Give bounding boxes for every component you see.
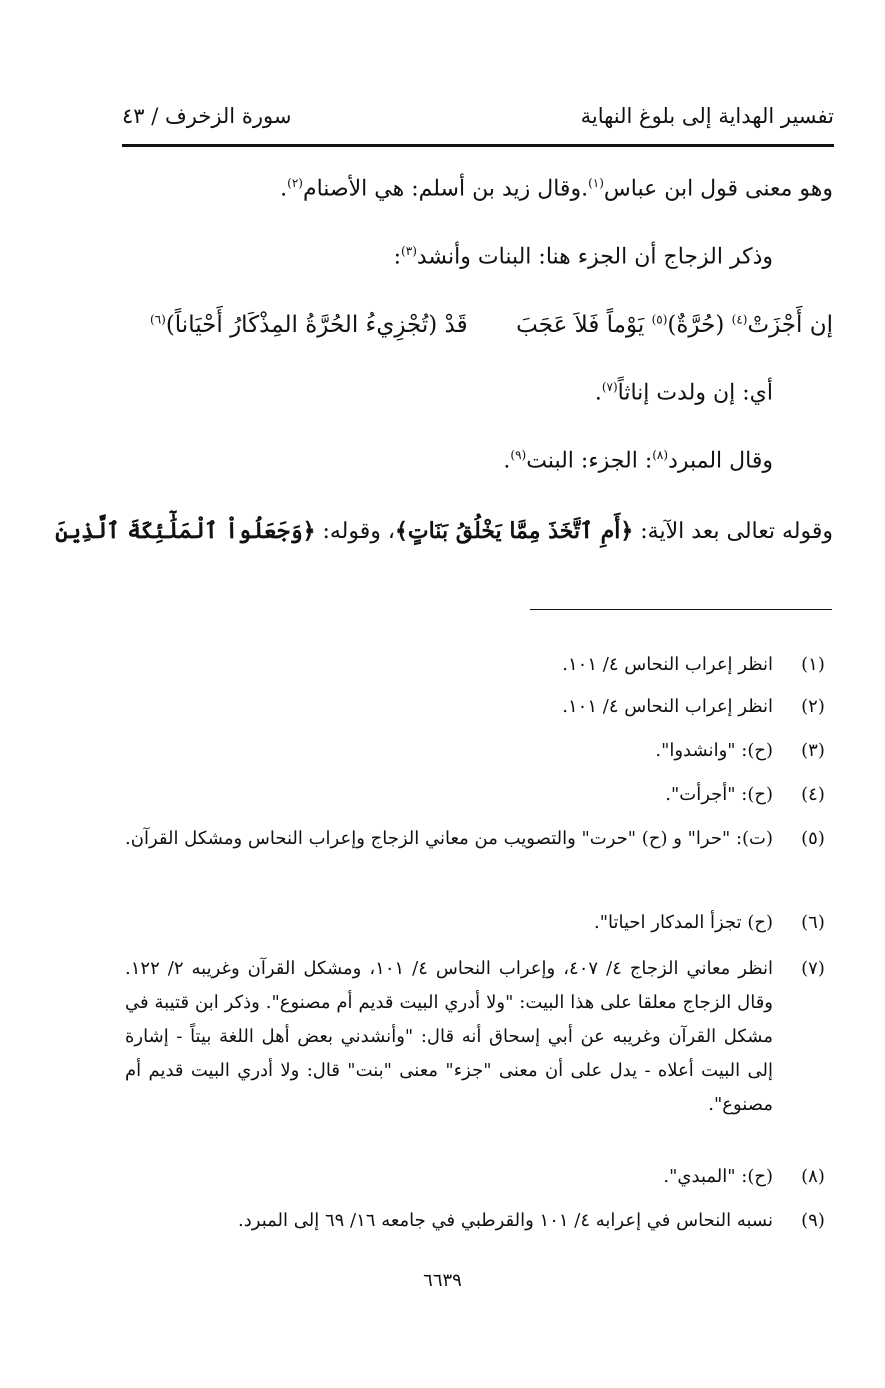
- text: وقال المبرد: [668, 448, 773, 474]
- footnote-ref: (٨): [652, 448, 669, 462]
- footnote-text: (ت): "حرا" و (ح) "حرت" والتصويب من معاني الزجاج وإعراب النحاس ومشكل القرآن.: [125, 828, 773, 849]
- footnote-ref: (١): [588, 176, 604, 190]
- footnote-ref: (٥): [651, 312, 668, 327]
- text: وهو معنى قول ابن عباس: [603, 176, 833, 202]
- footnote-number: (٨): [801, 1166, 825, 1187]
- paragraph-5: [55, 518, 833, 544]
- footnote-text: نسبه النحاس في إعرابه ٤/ ١٠١ والقرطبي في جامعه ١٦/ ٦٩ إلى المبرد.: [238, 1210, 773, 1231]
- footnote-ref: (٧): [601, 380, 618, 394]
- text: وذكر الزجاج أن الجزء هنا: البنات وأنشد: [416, 244, 773, 270]
- footnote-text: (ح): "أجرأت".: [665, 784, 773, 805]
- footnote: [125, 1160, 833, 1194]
- footnote-number: (٥): [801, 828, 825, 849]
- footnote-text: (ح) تجزأ المدكار احياتا".: [593, 912, 773, 933]
- quran-quote: ﴿وَجَعَلُواْ ٱلْمَلَٰٓئِكَةَ ٱلَّذِينَ: [55, 518, 316, 544]
- text: وقوله تعالى بعد الآية:: [633, 519, 833, 544]
- footnote-ref: (٩): [510, 448, 527, 462]
- book-title: تفسير الهداية إلى بلوغ النهاية: [580, 104, 834, 128]
- footnote-text: انظر معاني الزجاج ٤/ ٤٠٧، وإعراب النحاس ٤/ ١٠١، ومشكل القرآن وغريبه ٢/ ١٢٢. وقال الزجاج معلقا على هذا البيت: "ولا أدري البيت قديم أم مصنوع". وذكر ابن قتيبة في مشكل القرآن وغريبه عن أبي إسحاق أنه قال: "وأنشدني بعض أهل اللغة بيتاً - إشارة إلى البيت أعلاه - يدل على أن معنى "جزء" معنى "بنت" قال: ولا أدري البيت قديم أم مصنوع".: [125, 958, 773, 1115]
- text: أي: إن ولدت إناثاً: [617, 380, 773, 406]
- text: .: [503, 448, 511, 474]
- footnote-number: (٩): [801, 1210, 825, 1231]
- footnote-ref: (٣): [401, 244, 417, 258]
- paragraph-4: [503, 448, 773, 473]
- text: قَدْ (تُجْزِيءُ الحُرَّةُ المِذْكَارُ أَحْيَاناً): [165, 312, 468, 338]
- text: .وقال زيد بن أسلم: هي الأصنام: [302, 176, 589, 202]
- second-hemistich: [150, 312, 468, 338]
- surah-label: سورة الزخرف / ٤٣: [122, 104, 292, 128]
- footnote-separator: [530, 609, 832, 610]
- footnote-number: (٢): [801, 696, 825, 717]
- text: :: [393, 244, 402, 270]
- footnote: [125, 1204, 833, 1238]
- footnote-ref: (٦): [150, 312, 166, 327]
- footnote: [125, 952, 833, 1122]
- paragraph-2: [394, 244, 773, 269]
- footnote-number: (٤): [801, 784, 825, 805]
- paragraph-1: [280, 176, 833, 201]
- footnote: [125, 690, 833, 724]
- paragraph-3: [595, 380, 773, 405]
- text: (حُرَّةٌ): [667, 312, 732, 338]
- footnote-text: (ح): "المبدي".: [663, 1166, 773, 1187]
- quran-quote: ﴿أَمِ ٱتَّخَذَ مِمَّا يَخْلُقُ بَنَاتٍ﴾: [395, 518, 634, 544]
- text: .: [280, 176, 288, 202]
- text: ، وقوله:: [315, 519, 395, 544]
- page-number: ٦٦٣٩: [423, 1270, 462, 1291]
- footnote-ref: (٢): [287, 176, 303, 190]
- text: إن أَجْزَتْ: [747, 312, 833, 338]
- header-rule: [122, 144, 834, 147]
- text: يَوْماً فَلاَ عَجَبَ: [516, 312, 652, 338]
- footnote-number: (١): [801, 654, 825, 675]
- footnote-number: (٣): [801, 740, 825, 761]
- footnote-text: انظر إعراب النحاس ٤/ ١٠١.: [562, 696, 773, 717]
- footnote: [125, 822, 833, 856]
- footnote: [125, 906, 833, 940]
- footnote: [125, 734, 833, 768]
- text: .: [594, 380, 602, 406]
- footnote-number: (٧): [801, 958, 825, 979]
- first-hemistich: [516, 312, 833, 338]
- running-header: [122, 100, 834, 134]
- footnote: [125, 648, 833, 682]
- footnote: [125, 778, 833, 812]
- poetry-verse: [150, 312, 833, 352]
- footnote-text: (ح): "وانشدوا".: [655, 740, 773, 761]
- footnote-number: (٦): [801, 912, 825, 933]
- footnote-text: انظر إعراب النحاس ٤/ ١٠١.: [562, 654, 773, 675]
- text: : الجزء: البنت: [526, 448, 653, 474]
- footnote-ref: (٤): [731, 312, 748, 327]
